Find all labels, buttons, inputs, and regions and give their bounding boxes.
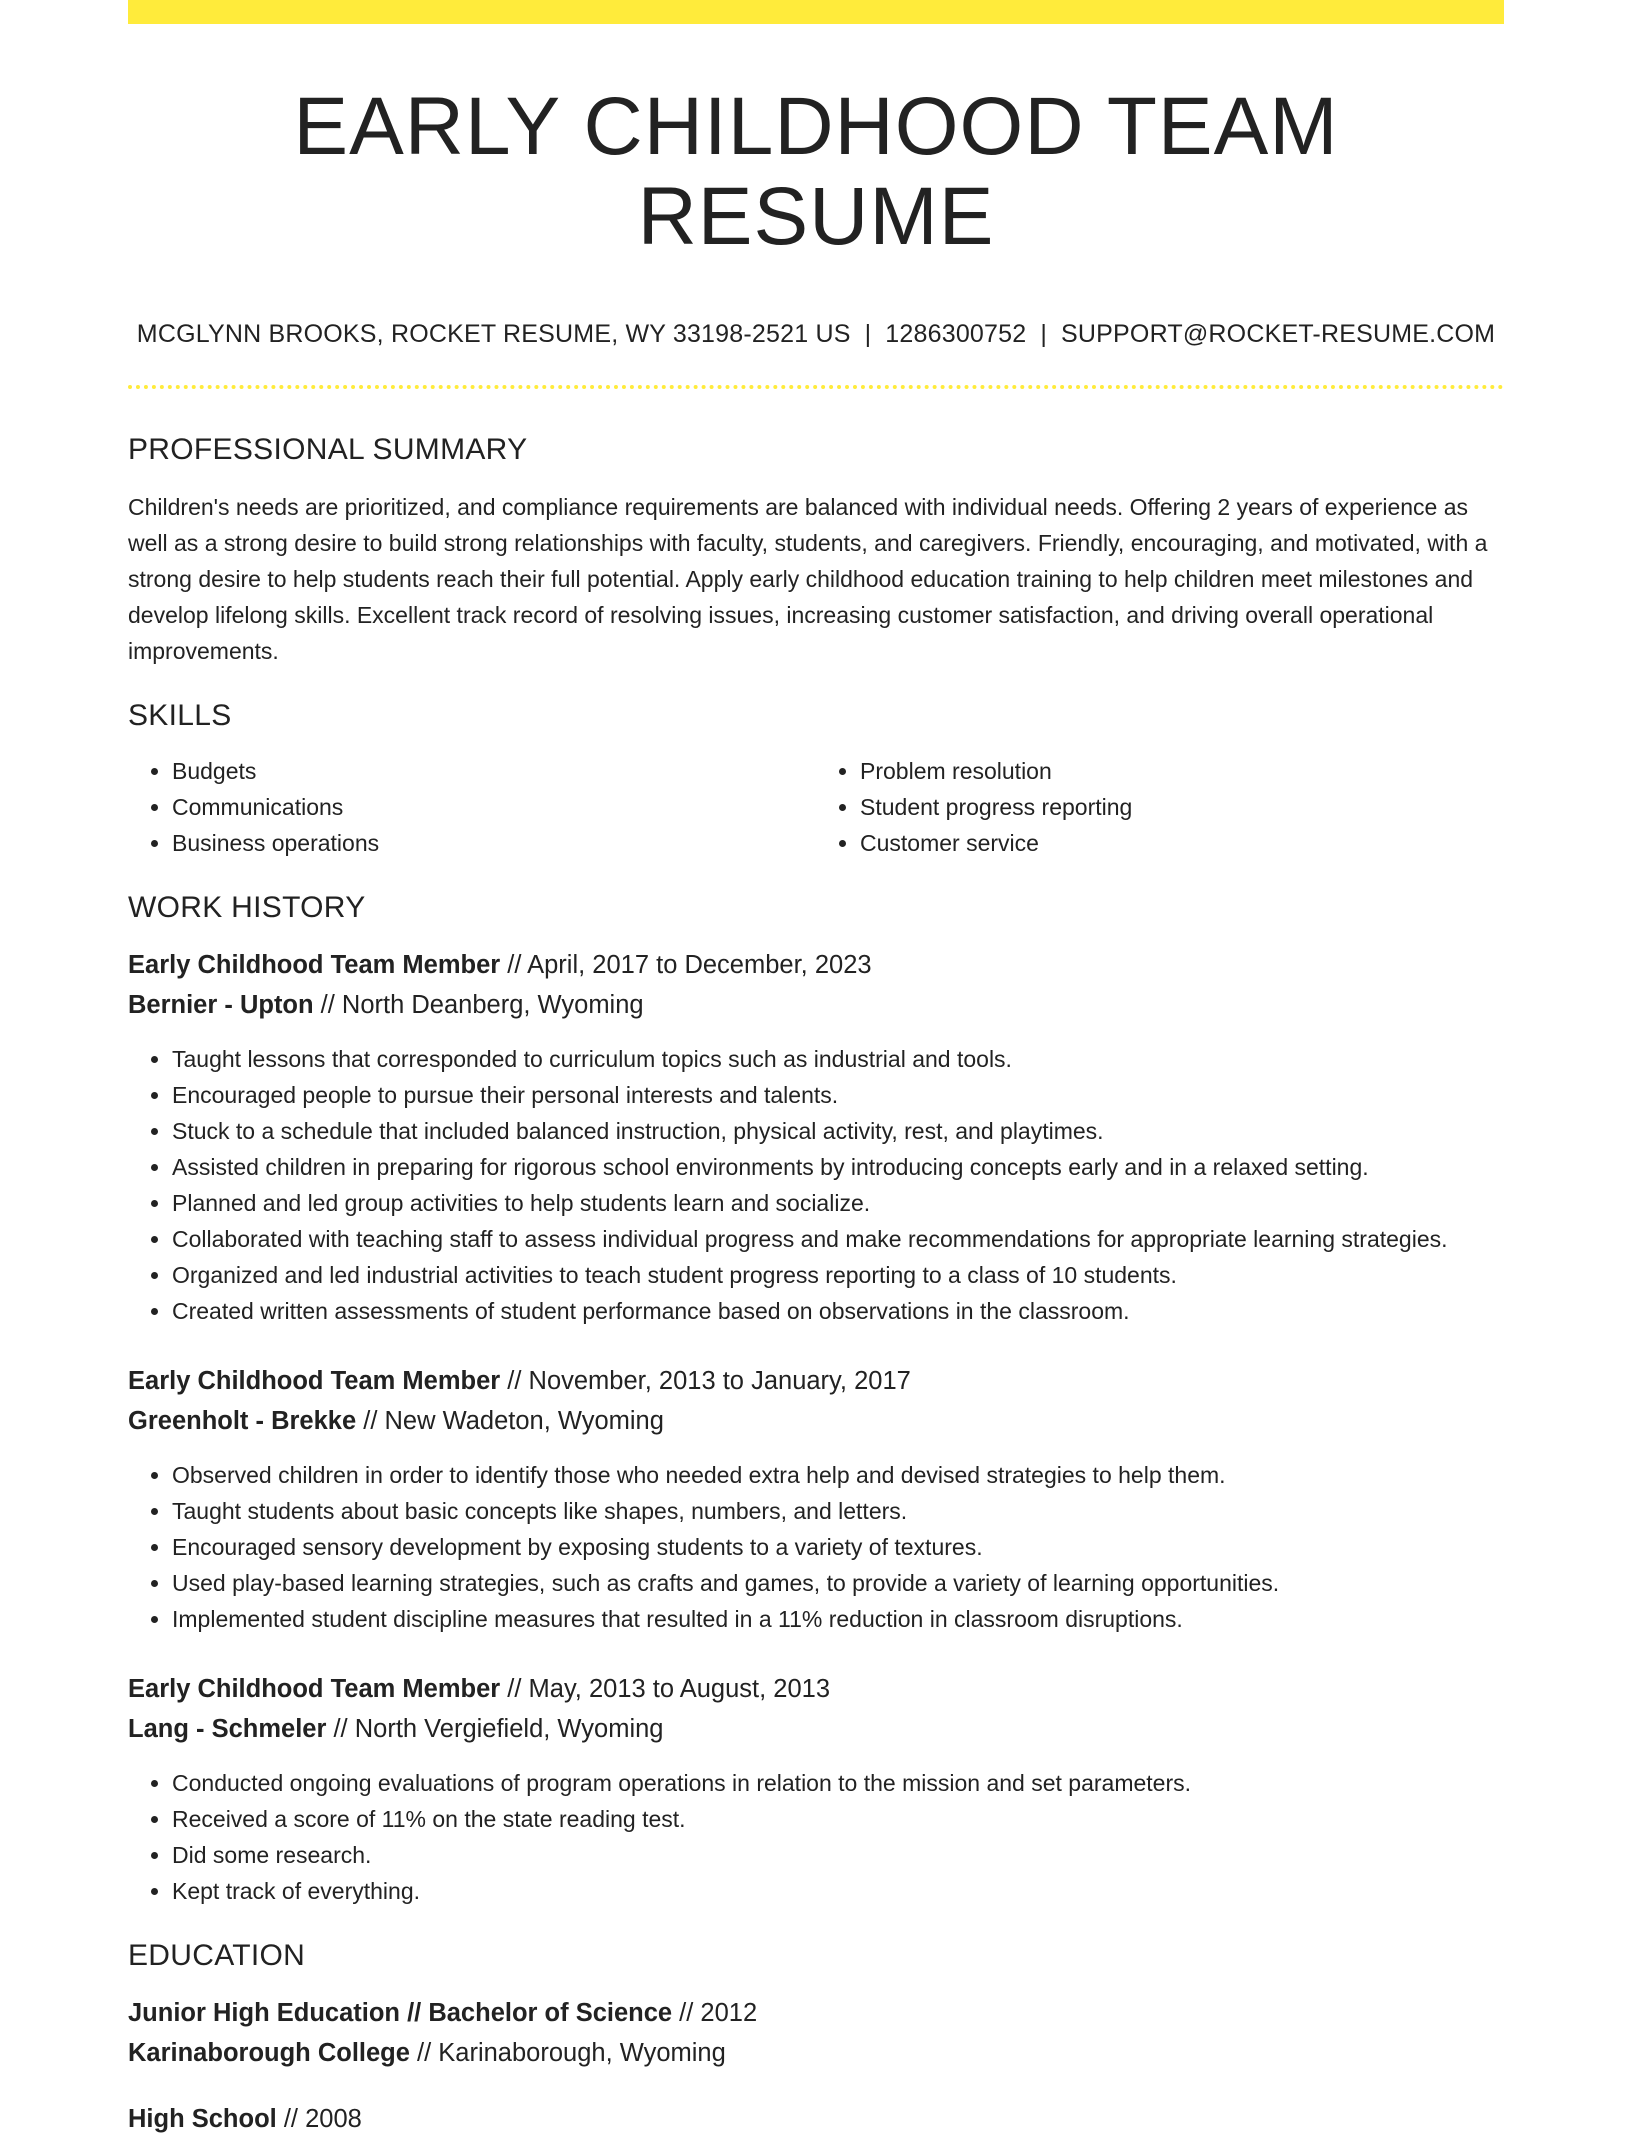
degree-year: // 2008 <box>276 2105 362 2134</box>
degree-line <box>128 1995 1504 2031</box>
contact-email: SUPPORT@ROCKET-RESUME.COM <box>1061 320 1496 349</box>
duty-item: • Encouraged sensory development by exposing students to a variety of textures. <box>172 1529 1504 1565</box>
duty-item: • Implemented student discipline measures that resulted in a 11% reduction in classroom disruptions. <box>172 1601 1504 1637</box>
school-line <box>128 2035 1504 2071</box>
duty-item: • Organized and led industrial activities to teach student progress reporting to a class of 10 students. <box>172 1257 1504 1293</box>
job-company: Lang - Schmeler <box>128 1715 327 1744</box>
job-duties <box>128 1041 1504 1329</box>
duty-item: • Encouraged people to pursue their personal interests and talents. <box>172 1077 1504 1113</box>
degree: Junior High Education // Bachelor of Science <box>128 1999 673 2028</box>
duty-item: • Assisted children in preparing for rigorous school environments by introducing concepts early and in a relaxed setting. <box>172 1149 1504 1185</box>
job-duties <box>128 1457 1504 1637</box>
contact-separator: | <box>1040 320 1048 349</box>
skills-column-left <box>128 753 816 861</box>
duty-item: • Did some research. <box>172 1837 1504 1873</box>
job-company-line <box>128 987 1504 1023</box>
school-location: // Karinaborough, Wyoming <box>409 2039 726 2068</box>
duty-item: • Created written assessments of student performance based on observations in the classroom. <box>172 1293 1504 1329</box>
page-title: EARLY CHILDHOOD TEAM RESUME <box>293 81 1339 263</box>
resume-content <box>128 24 1504 2137</box>
skills-heading: SKILLS <box>128 699 232 733</box>
contact-line <box>128 320 1504 349</box>
job-entry <box>128 1671 1504 1909</box>
contact-separator: | <box>864 320 872 349</box>
duty-item: • Kept track of everything. <box>172 1873 1504 1909</box>
job-company-line <box>128 1403 1504 1439</box>
job-company-line <box>128 1711 1504 1747</box>
duty-item: • Received a score of 11% on the state reading test. <box>172 1801 1504 1837</box>
job-title-line <box>128 947 1504 983</box>
contact-phone: 1286300752 <box>885 320 1027 349</box>
education-entry <box>128 2101 1504 2137</box>
education-heading: EDUCATION <box>128 1939 306 1973</box>
duty-item: • Taught lessons that corresponded to curriculum topics such as industrial and tools. <box>172 1041 1504 1077</box>
duty-item: • Stuck to a schedule that included balanced instruction, physical activity, rest, and playtimes. <box>172 1113 1504 1149</box>
duty-item: • Taught students about basic concepts like shapes, numbers, and letters. <box>172 1493 1504 1529</box>
job-title: Early Childhood Team Member <box>128 1675 501 1704</box>
duty-item: • Conducted ongoing evaluations of program operations in relation to the mission and set parameters. <box>172 1765 1504 1801</box>
skill-item: • Customer service <box>860 825 1504 861</box>
duty-item: • Used play-based learning strategies, such as crafts and games, to provide a variety of learning opportunities. <box>172 1565 1504 1601</box>
top-accent-bar <box>128 0 1504 24</box>
job-entry <box>128 947 1504 1329</box>
degree-line <box>128 2101 1504 2137</box>
work-history-heading: WORK HISTORY <box>128 891 366 925</box>
header-divider <box>128 385 1504 389</box>
summary-text: Children's needs are prioritized, and compliance requirements are balanced with individual needs. Offering 2 years of experience as well as a strong desire to build strong relationships with faculty, students, and caregivers. Friendly, encouraging, and motivated, with a strong desire to help students reach their full potential. Apply early childhood education training to help children meet milestones and develop lifelong skills. Excellent track record of resolving issues, increasing customer satisfaction, and driving overall operational improvements. <box>128 494 1488 665</box>
job-dates: // April, 2017 to December, 2023 <box>500 951 872 980</box>
job-duties <box>128 1765 1504 1909</box>
job-entry <box>128 1363 1504 1637</box>
job-company: Greenholt - Brekke <box>128 1407 357 1436</box>
education-entry <box>128 1995 1504 2071</box>
job-company: Bernier - Upton <box>128 991 314 1020</box>
degree: High School <box>128 2105 277 2134</box>
job-location: // North Deanberg, Wyoming <box>313 991 644 1020</box>
duty-item: • Collaborated with teaching staff to assess individual progress and make recommendations for appropriate learning strategies. <box>172 1221 1504 1257</box>
job-title: Early Childhood Team Member <box>128 951 501 980</box>
skills-column-right <box>816 753 1504 861</box>
job-title-line <box>128 1671 1504 1707</box>
duty-item: • Observed children in order to identify those who needed extra help and devised strategies to help them. <box>172 1457 1504 1493</box>
skill-item: • Student progress reporting <box>860 789 1504 825</box>
job-dates: // November, 2013 to January, 2017 <box>500 1367 911 1396</box>
job-title-line <box>128 1363 1504 1399</box>
skills-list <box>128 753 1504 861</box>
contact-address: MCGLYNN BROOKS, ROCKET RESUME, WY 33198-2521 US <box>136 320 851 349</box>
skill-item: • Budgets <box>172 753 816 789</box>
skill-item: • Communications <box>172 789 816 825</box>
duty-item: • Planned and led group activities to help students learn and socialize. <box>172 1185 1504 1221</box>
job-dates: // May, 2013 to August, 2013 <box>500 1675 831 1704</box>
degree-year: // 2012 <box>672 1999 758 2028</box>
skill-item: • Problem resolution <box>860 753 1504 789</box>
skill-item: • Business operations <box>172 825 816 861</box>
school: Karinaborough College <box>128 2039 410 2068</box>
job-title: Early Childhood Team Member <box>128 1367 501 1396</box>
job-location: // New Wadeton, Wyoming <box>356 1407 664 1436</box>
summary-heading: PROFESSIONAL SUMMARY <box>128 433 528 467</box>
job-location: // North Vergiefield, Wyoming <box>326 1715 664 1744</box>
